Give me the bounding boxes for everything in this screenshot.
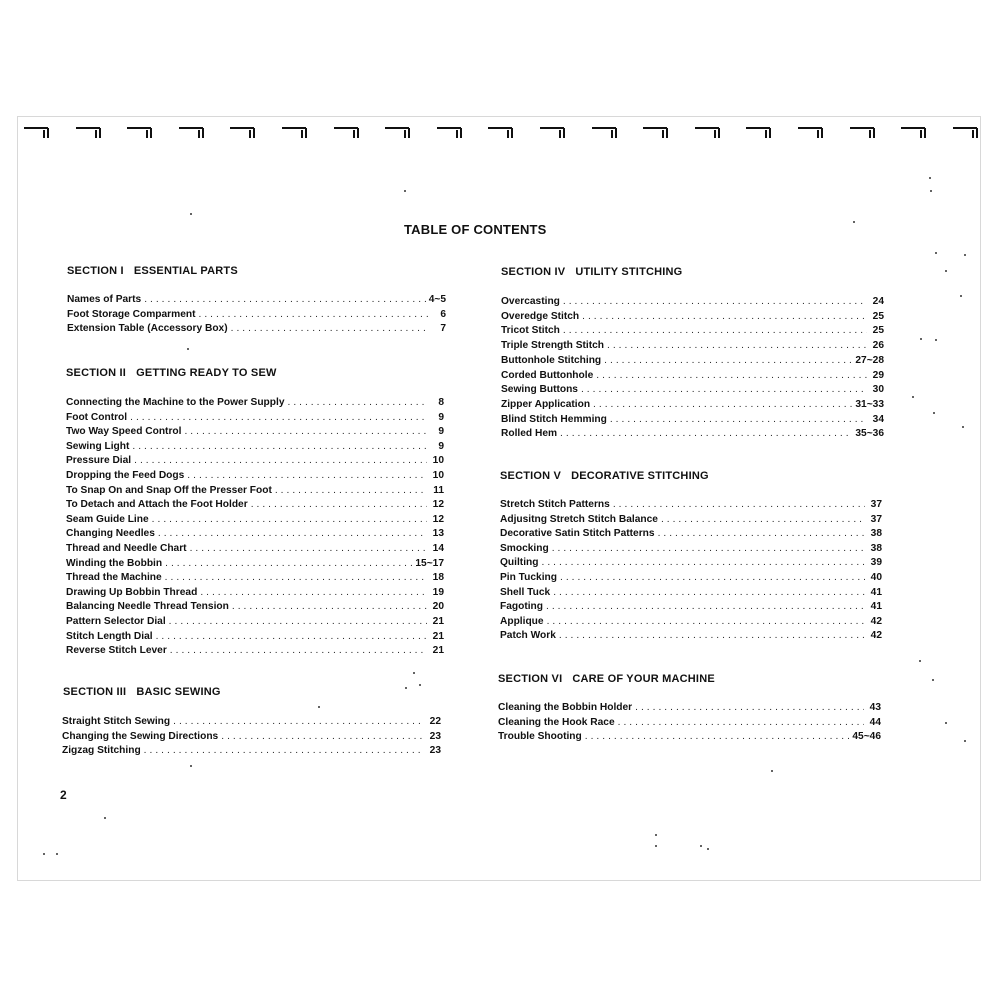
- toc-entry-page: 37: [870, 499, 882, 510]
- toc-entry-page: 35~36: [855, 428, 884, 440]
- dot-leader: [198, 308, 429, 322]
- toc-entry: [501, 427, 884, 441]
- scan-speck: [707, 848, 709, 850]
- toc-entry-label: Fagoting: [500, 601, 544, 613]
- section-title: CARE OF YOUR MACHINE: [572, 673, 715, 685]
- toc-entry-label: Corded Buttonhole: [501, 369, 594, 381]
- toc-entry-page: 26: [872, 340, 884, 352]
- toc-entry-page: 21: [432, 630, 444, 642]
- binding-ring: [383, 126, 415, 140]
- toc-entry-label: Trouble Shooting: [498, 731, 582, 743]
- binding-ring: [280, 126, 312, 140]
- toc-entry: [498, 716, 881, 730]
- scan-speck: [920, 338, 922, 340]
- section-title: DECORATIVE STITCHING: [571, 470, 709, 482]
- dot-leader: [132, 440, 427, 454]
- toc-entry: [67, 322, 446, 336]
- toc-entry: [500, 571, 882, 585]
- dot-leader: [613, 498, 865, 512]
- scan-speck: [404, 190, 406, 192]
- scan-speck: [419, 684, 421, 686]
- section-number: SECTION V: [500, 470, 562, 482]
- dot-leader: [184, 425, 427, 439]
- toc-entry-label: Decorative Satin Stitch Patterns: [500, 528, 655, 540]
- section-number: SECTION VI: [498, 673, 563, 685]
- section-heading: [63, 686, 221, 698]
- section-title: GETTING READY TO SEW: [136, 367, 277, 379]
- dot-leader: [232, 600, 427, 614]
- toc-entry-label: Sewing Buttons: [501, 384, 578, 396]
- dot-leader: [134, 454, 427, 468]
- section-heading: [66, 367, 277, 379]
- toc-entry-label: Stitch Length Dial: [66, 630, 153, 642]
- dot-leader: [658, 527, 865, 541]
- toc-entry-label: Dropping the Feed Dogs: [66, 470, 185, 481]
- dot-leader: [607, 339, 867, 353]
- toc-entry: [66, 411, 444, 425]
- binding-ring: [228, 126, 260, 140]
- toc-entry-page: 40: [870, 572, 882, 583]
- toc-entry-label: Extension Table (Accessory Box): [67, 323, 228, 335]
- toc-entry: [500, 556, 882, 570]
- toc-entry-page: 6: [440, 308, 446, 320]
- toc-entry: [66, 557, 444, 571]
- scan-speck: [56, 853, 58, 855]
- toc-entry-page: 42: [870, 615, 882, 627]
- scan-speck: [930, 190, 932, 192]
- toc-entry-page: 30: [872, 384, 884, 396]
- scan-speck: [962, 426, 964, 428]
- toc-entry-label: Foot Storage Comparment: [67, 308, 196, 320]
- section-heading: [498, 673, 715, 685]
- toc-entry-page: 8: [438, 397, 444, 408]
- toc-entry: [501, 324, 884, 338]
- toc-entry: [500, 586, 882, 600]
- toc-entry-page: 13: [432, 528, 444, 540]
- scan-speck: [912, 396, 914, 398]
- toc-entry: [500, 615, 882, 629]
- toc-entry-page: 10: [432, 470, 444, 481]
- dot-leader: [604, 354, 852, 368]
- toc-entry-page: 44: [869, 716, 881, 728]
- dot-leader: [152, 513, 427, 527]
- toc-entry: [66, 630, 444, 644]
- toc-entry: [501, 383, 884, 397]
- spiral-binding: [22, 126, 982, 144]
- toc-entry: [66, 396, 444, 410]
- dot-leader: [251, 498, 427, 512]
- binding-ring: [796, 126, 828, 140]
- toc-entry: [66, 440, 444, 454]
- scan-speck: [655, 845, 657, 847]
- toc-entry-label: Shell Tuck: [500, 586, 551, 598]
- dot-leader: [559, 629, 865, 643]
- toc-entry-label: Buttonhole Stitching: [501, 354, 602, 366]
- dot-leader: [618, 716, 864, 730]
- toc-entry-page: 7: [440, 323, 446, 335]
- toc-entry-label: Overedge Stitch: [501, 310, 580, 322]
- toc-entry-page: 10: [432, 455, 444, 467]
- toc-entry-label: Reverse Stitch Lever: [66, 645, 167, 657]
- toc-entry-page: 39: [870, 557, 882, 569]
- section-number: SECTION I: [67, 265, 124, 277]
- binding-ring: [951, 126, 983, 140]
- toc-entry-label: Applique: [500, 615, 544, 627]
- toc-entry-label: Names of Parts: [67, 294, 142, 305]
- toc-entry-page: 12: [432, 499, 444, 511]
- section-heading: [67, 265, 238, 277]
- page-number: 2: [60, 788, 67, 802]
- dot-leader: [221, 730, 424, 744]
- toc-entry-label: Pressure Dial: [66, 455, 132, 467]
- section-title: ESSENTIAL PARTS: [133, 265, 238, 277]
- binding-ring: [125, 126, 157, 140]
- binding-ring: [177, 126, 209, 140]
- dot-leader: [582, 310, 867, 324]
- dot-leader: [165, 557, 412, 571]
- toc-entry: [67, 293, 446, 307]
- binding-ring: [590, 126, 622, 140]
- toc-entry-page: 41: [870, 586, 882, 598]
- section-heading: [501, 266, 682, 278]
- toc-entry: [501, 398, 884, 412]
- page-title: TABLE OF CONTENTS: [404, 222, 547, 237]
- toc-entry: [66, 644, 444, 658]
- dot-leader: [231, 322, 429, 336]
- toc-entry: [66, 571, 444, 585]
- scan-speck: [104, 817, 106, 819]
- toc-entry: [67, 308, 446, 322]
- binding-ring: [538, 126, 570, 140]
- toc-entry: [66, 513, 444, 527]
- dot-leader: [585, 730, 850, 744]
- toc-entry: [66, 600, 444, 614]
- toc-entry-page: 42: [870, 630, 882, 642]
- binding-ring: [744, 126, 776, 140]
- dot-leader: [130, 411, 427, 425]
- scan-speck: [932, 679, 934, 681]
- scan-speck: [190, 213, 192, 215]
- toc-entry-label: Balancing Needle Thread Tension: [66, 601, 229, 613]
- binding-ring: [641, 126, 673, 140]
- binding-ring: [22, 126, 54, 140]
- toc-entry-label: Cleaning the Hook Race: [498, 716, 615, 728]
- toc-entry: [500, 498, 882, 512]
- toc-entry: [66, 454, 444, 468]
- dot-leader: [187, 469, 427, 483]
- toc-entry-label: Tricot Stitch: [501, 325, 560, 337]
- binding-ring: [74, 126, 106, 140]
- toc-entry-label: Changing Needles: [66, 528, 155, 540]
- dot-leader: [547, 615, 865, 629]
- toc-entry-page: 38: [870, 528, 882, 540]
- dot-leader: [560, 427, 852, 441]
- scan-speck: [187, 348, 189, 350]
- toc-entry: [500, 513, 882, 527]
- binding-ring: [435, 126, 467, 140]
- section-title: UTILITY STITCHING: [575, 266, 683, 278]
- toc-entry: [66, 484, 444, 498]
- binding-ring: [899, 126, 931, 140]
- toc-entry: [501, 413, 884, 427]
- toc-entry-label: To Snap On and Snap Off the Presser Foot: [66, 484, 272, 496]
- toc-entry-page: 24: [872, 296, 884, 307]
- toc-entry: [501, 339, 884, 353]
- toc-entry-label: Patch Work: [500, 630, 556, 642]
- section-number: SECTION III: [63, 686, 127, 698]
- toc-entry-label: Thread and Needle Chart: [66, 543, 187, 554]
- dot-leader: [581, 383, 867, 397]
- toc-entry: [500, 629, 882, 643]
- binding-ring: [332, 126, 364, 140]
- scan-speck: [929, 177, 931, 179]
- toc-entry: [66, 586, 444, 600]
- scan-speck: [964, 740, 966, 742]
- toc-entry: [498, 701, 881, 715]
- dot-leader: [144, 744, 424, 758]
- dot-leader: [593, 398, 852, 412]
- toc-entry-label: Overcasting: [501, 296, 560, 307]
- toc-entry: [66, 527, 444, 541]
- dot-leader: [190, 542, 427, 556]
- toc-entry-page: 21: [432, 645, 444, 657]
- toc-entry-page: 21: [432, 616, 444, 627]
- toc-entry-label: Rolled Hem: [501, 428, 558, 440]
- toc-entry-page: 4~5: [428, 294, 446, 305]
- scan-speck: [771, 770, 773, 772]
- scan-speck: [413, 672, 415, 674]
- scan-speck: [190, 765, 192, 767]
- toc-entry-label: Pattern Selector Dial: [66, 616, 166, 627]
- toc-entry-page: 11: [433, 484, 444, 496]
- scan-speck: [935, 252, 937, 254]
- dot-leader: [560, 571, 865, 585]
- scan-speck: [655, 834, 657, 836]
- toc-entry-label: Sewing Light: [66, 440, 130, 452]
- toc-entry: [62, 744, 441, 758]
- toc-entry-page: 23: [429, 730, 441, 742]
- toc-entry-label: Foot Control: [66, 411, 128, 423]
- binding-ring: [486, 126, 518, 140]
- toc-entry-label: Two Way Speed Control: [66, 426, 182, 438]
- toc-entry-page: 34: [872, 413, 884, 425]
- section-number: SECTION II: [66, 367, 127, 379]
- dot-leader: [275, 484, 427, 498]
- dot-leader: [144, 293, 426, 307]
- toc-entry-page: 38: [870, 542, 882, 554]
- dot-leader: [541, 556, 865, 570]
- toc-entry: [62, 730, 441, 744]
- toc-entry-label: Winding the Bobbin: [66, 557, 163, 569]
- dot-leader: [552, 542, 865, 556]
- toc-entry-page: 25: [872, 325, 884, 337]
- toc-entry-page: 29: [872, 369, 884, 381]
- scan-speck: [960, 295, 962, 297]
- toc-entry: [66, 498, 444, 512]
- toc-entry: [62, 715, 441, 729]
- scan-speck: [43, 853, 45, 855]
- dot-leader: [158, 527, 427, 541]
- toc-entry-label: Straight Stitch Sewing: [62, 716, 171, 727]
- toc-entry: [500, 542, 882, 556]
- scan-speck: [700, 845, 702, 847]
- toc-entry-page: 27~28: [855, 354, 884, 366]
- toc-entry-page: 20: [432, 601, 444, 613]
- dot-leader: [635, 701, 864, 715]
- toc-entry-label: Seam Guide Line: [66, 513, 149, 525]
- scan-speck: [945, 270, 947, 272]
- toc-entry: [501, 369, 884, 383]
- toc-entry: [500, 527, 882, 541]
- toc-entry-label: To Detach and Attach the Foot Holder: [66, 499, 248, 511]
- toc-entry-label: Drawing Up Bobbin Thread: [66, 586, 198, 598]
- toc-entry-page: 25: [872, 310, 884, 322]
- dot-leader: [563, 295, 867, 309]
- dot-leader: [553, 586, 865, 600]
- toc-entry-page: 22: [429, 716, 441, 727]
- toc-entry: [66, 615, 444, 629]
- dot-leader: [165, 571, 427, 585]
- dot-leader: [287, 396, 427, 410]
- section-number: SECTION IV: [501, 266, 566, 278]
- binding-ring: [693, 126, 725, 140]
- toc-entry-label: Stretch Stitch Patterns: [500, 499, 610, 510]
- toc-entry: [66, 425, 444, 439]
- toc-entry-page: 9: [438, 440, 444, 452]
- toc-entry: [500, 600, 882, 614]
- scan-speck: [964, 254, 966, 256]
- scan-speck: [318, 706, 320, 708]
- toc-entry-page: 14: [432, 543, 444, 554]
- toc-entry-page: 23: [429, 745, 441, 757]
- dot-leader: [200, 586, 427, 600]
- toc-entry-page: 15~17: [415, 557, 444, 569]
- toc-entry: [66, 469, 444, 483]
- toc-entry-page: 41: [870, 601, 882, 613]
- dot-leader: [610, 413, 867, 427]
- toc-entry-label: Changing the Sewing Directions: [62, 730, 219, 742]
- toc-entry: [501, 354, 884, 368]
- toc-entry-label: Zipper Application: [501, 398, 591, 410]
- toc-entry-label: Quilting: [500, 557, 539, 569]
- toc-entry-label: Smocking: [500, 542, 549, 554]
- toc-entry-label: Triple Strength Stitch: [501, 340, 605, 352]
- scan-speck: [933, 412, 935, 414]
- toc-entry-page: 43: [869, 702, 881, 713]
- toc-entry-page: 37: [870, 513, 882, 525]
- toc-entry: [501, 310, 884, 324]
- toc-entry-page: 12: [432, 513, 444, 525]
- dot-leader: [169, 615, 427, 629]
- scan-speck: [935, 339, 937, 341]
- dot-leader: [661, 513, 865, 527]
- toc-entry-page: 9: [438, 426, 444, 438]
- scan-speck: [853, 221, 855, 223]
- dot-leader: [546, 600, 865, 614]
- toc-entry: [501, 295, 884, 309]
- toc-entry: [66, 542, 444, 556]
- toc-entry-label: Zigzag Stitching: [62, 745, 141, 757]
- dot-leader: [563, 324, 867, 338]
- section-heading: [500, 470, 709, 482]
- toc-entry-label: Adjusitng Stretch Stitch Balance: [500, 513, 658, 525]
- toc-entry-label: Thread the Machine: [66, 572, 162, 584]
- dot-leader: [156, 630, 427, 644]
- dot-leader: [170, 644, 427, 658]
- toc-entry-page: 31~33: [855, 398, 884, 410]
- scan-speck: [405, 687, 407, 689]
- section-title: BASIC SEWING: [136, 686, 221, 698]
- toc-entry-label: Connecting the Machine to the Power Supply: [66, 397, 285, 408]
- toc-entry-page: 18: [432, 572, 444, 584]
- toc-entry-page: 45~46: [852, 731, 881, 743]
- scan-speck: [945, 722, 947, 724]
- dot-leader: [173, 715, 424, 729]
- scan-speck: [919, 660, 921, 662]
- toc-entry-label: Pin Tucking: [500, 572, 557, 583]
- toc-entry-page: 9: [438, 411, 444, 423]
- toc-entry-label: Blind Stitch Hemming: [501, 413, 607, 425]
- toc-entry-page: 19: [432, 586, 444, 598]
- toc-entry-label: Cleaning the Bobbin Holder: [498, 702, 633, 713]
- dot-leader: [596, 369, 867, 383]
- toc-entry: [498, 730, 881, 744]
- binding-ring: [848, 126, 880, 140]
